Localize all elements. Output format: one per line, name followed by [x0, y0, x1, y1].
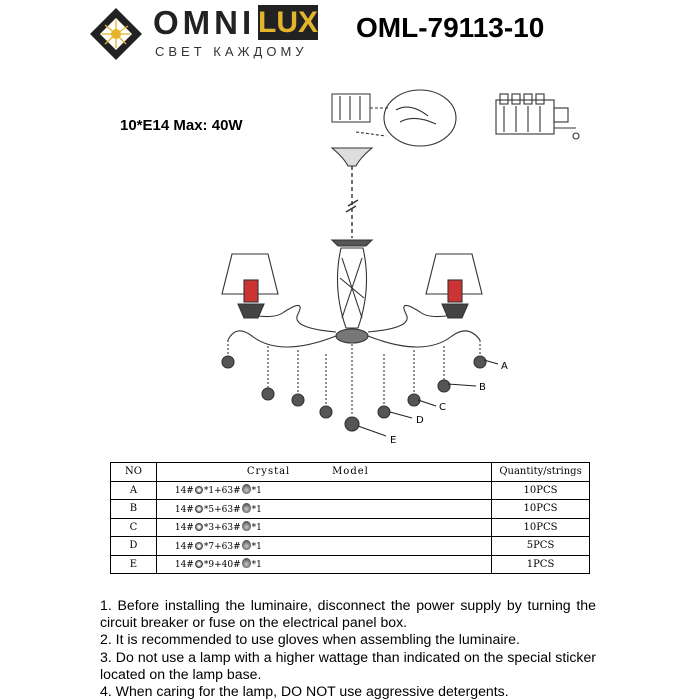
row-model: 14# *1+63# *1: [156, 481, 491, 500]
faceted-bead-icon: [195, 505, 203, 513]
wiring-detail-icon: [332, 90, 456, 146]
table-row: [111, 481, 590, 500]
instruction-item: 2. It is recommended to use gloves when assembling the luminaire.: [100, 631, 520, 648]
lamp-spec: 10*E14 Max: 40W: [120, 117, 243, 134]
faceted-bead-icon: [195, 523, 203, 531]
row-no: D: [111, 537, 157, 556]
safety-instructions: [100, 597, 596, 700]
brand-name-omni: OMNI: [153, 4, 256, 41]
table-header-row: [111, 463, 590, 482]
header-no: NO: [111, 463, 157, 482]
crystal-drop-icon: [242, 540, 251, 550]
brand-name-lux: LUX: [258, 6, 318, 39]
header-crystal: Crystal: [246, 466, 291, 478]
header-model: Model: [332, 466, 369, 478]
row-model: 14# *3+63# *1: [156, 518, 491, 537]
row-no: A: [111, 481, 157, 500]
crystal-parts-table: [110, 462, 590, 574]
omnilux-diamond-logo-icon: [88, 6, 144, 62]
row-no: E: [111, 555, 157, 574]
row-quantity: 5PCS: [492, 537, 590, 556]
table-row: [111, 555, 590, 574]
callout-label-d: D: [416, 415, 424, 426]
callout-label-e: E: [390, 435, 397, 446]
faceted-bead-icon: [195, 560, 203, 568]
table-row: [111, 518, 590, 537]
crystal-drop-icon: [242, 503, 251, 513]
terminal-block-icon: [496, 94, 579, 139]
callout-label-c: C: [439, 402, 446, 413]
brand-tagline: СВЕТ КАЖДОМУ: [155, 44, 308, 59]
chandelier-drawing: [200, 88, 600, 460]
callout-label-a: A: [501, 361, 508, 372]
table-row: [111, 537, 590, 556]
model-number: OML-79113-10: [356, 12, 545, 43]
row-quantity: 10PCS: [492, 481, 590, 500]
row-model: 14# *9+40# *1: [156, 555, 491, 574]
faceted-bead-icon: [195, 542, 203, 550]
row-model: 14# *5+63# *1: [156, 500, 491, 519]
row-quantity: 10PCS: [492, 500, 590, 519]
instruction-item: 4. When caring for the lamp, DO NOT use aggressive detergents.: [100, 683, 509, 700]
crystal-drop-icon: [242, 484, 251, 494]
row-no: B: [111, 500, 157, 519]
row-model: 14# *7+63# *1: [156, 537, 491, 556]
table-row: [111, 500, 590, 519]
instruction-item: 1. Before installing the luminaire, disconnect the power supply by turning the circuit breaker or fuse on the electrical panel box.: [100, 597, 596, 631]
row-no: C: [111, 518, 157, 537]
header-quantity: Quantity/strings: [492, 463, 590, 482]
crystal-ball-icon: [242, 558, 251, 568]
callout-label-b: B: [479, 382, 486, 393]
crystal-drop-icon: [242, 521, 251, 531]
faceted-bead-icon: [195, 486, 203, 494]
row-quantity: 10PCS: [492, 518, 590, 537]
instruction-item: 3. Do not use a lamp with a higher wattage than indicated on the special sticker located on the lamp base.: [100, 648, 596, 682]
row-quantity: 1PCS: [492, 555, 590, 574]
header-crystal-model: [156, 463, 491, 482]
